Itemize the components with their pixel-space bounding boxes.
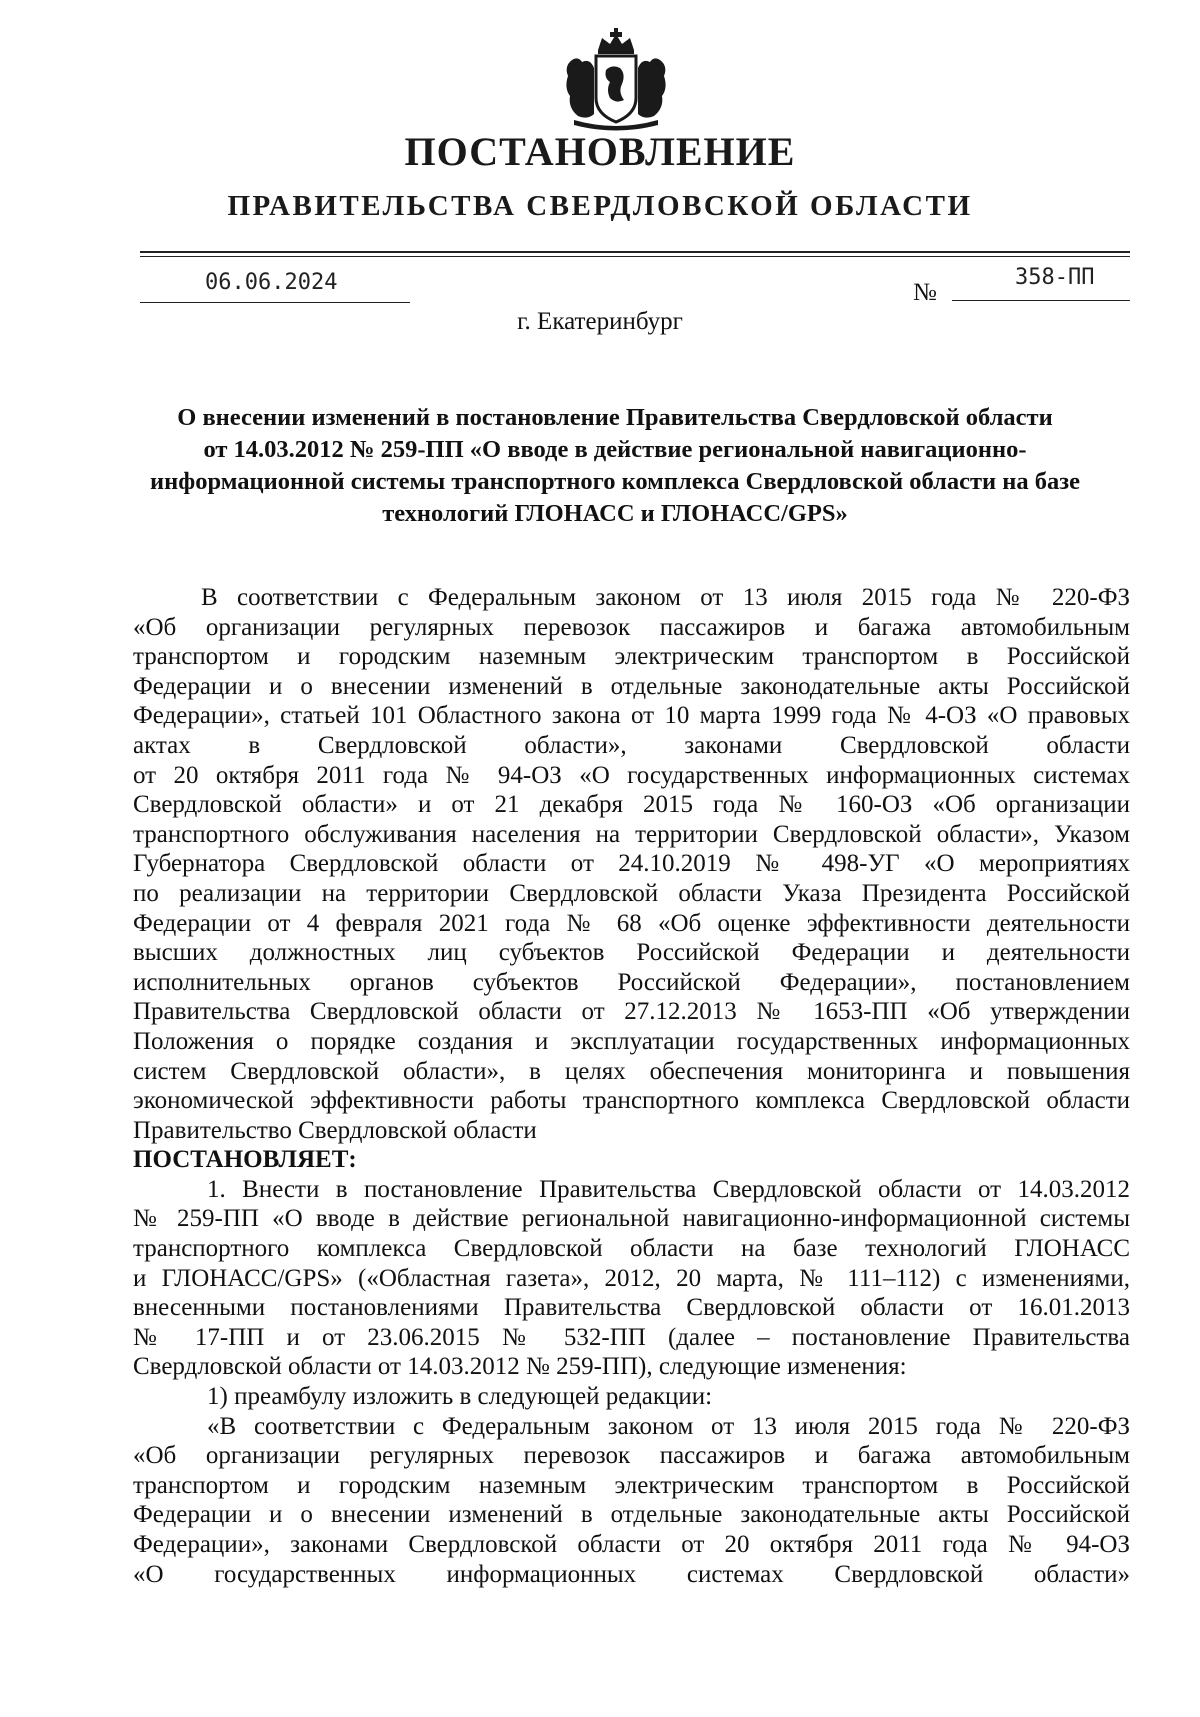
body-line: Правительства Свердловской области от 27.12.2013 № 1653-ПП «Об утверждении (133, 998, 1130, 1026)
body-line: экономической эффективности работы транспортного комплекса Свердловской области (133, 1087, 1130, 1115)
body-line: транспортного комплекса Свердловской области на базе технологий ГЛОНАСС (133, 1235, 1130, 1263)
date-underline (140, 302, 410, 303)
body-line: транспортного обслуживания населения на территории Свердловской области», Указом (133, 820, 1130, 848)
body-line: Свердловской области» и от 21 декабря 2015 года № 160-ОЗ «Об организации (133, 791, 1130, 819)
document-date: 06.06.2024 (205, 270, 338, 295)
document-title: ПОСТАНОВЛЕНИЕ (404, 129, 796, 174)
heading-line: от 14.03.2012 № 259-ПП «О вводе в действие региональной навигационно- (203, 436, 1027, 463)
quote-line: Федерации», законами Свердловской области от 20 октября 2011 года № 94-ОЗ (133, 1531, 1130, 1558)
body-line: Федерации и о внесении изменений в отдельные законодательные акты Российской (133, 672, 1130, 700)
quote-line: «Об организации регулярных перевозок пассажиров и багажа автомобильным (133, 1442, 1130, 1470)
coat-of-arms-emblem (560, 28, 672, 132)
body-line: систем Свердловской области», в целях обеспечения мониторинга и повышения (133, 1057, 1130, 1085)
subitem-line: 1) преамбулу изложить в следующей редакции: (207, 1383, 713, 1411)
header-rule-thin (140, 256, 1130, 257)
body-line: транспортом и городским наземным электрическим транспортом в Российской (133, 643, 1130, 671)
heading-line: информационной системы транспортного комплекса Свердловской области на базе (150, 468, 1080, 495)
header-rule-thick (140, 251, 1130, 253)
body-line: 1. Внести в постановление Правительства Свердловской области от 14.03.2012 (207, 1175, 1130, 1203)
quote-line: «В соответствии с Федеральным законом от 13 июля 2015 года № 220-ФЗ (207, 1412, 1130, 1440)
body-line: Правительство Свердловской области (133, 1116, 537, 1144)
body-line: исполнительных органов субъектов Российской Федерации», постановлением (133, 968, 1130, 996)
body-line: «Об организации регулярных перевозок пассажиров и багажа автомобильным (133, 613, 1130, 641)
body-line: № 17-ПП и от 23.06.2015 № 532-ПП (далее – постановление Правительства (133, 1323, 1130, 1351)
document-heading (120, 402, 1110, 530)
body-line: по реализации на территории Свердловской области Указа Президента Российской (133, 879, 1130, 907)
quote-line: «О государственных информационных системах Свердловской области» (133, 1560, 1130, 1588)
quote-line: Федерации и о внесении изменений в отдельные законодательные акты Российской (133, 1501, 1130, 1529)
body-line: актах в Свердловской области», законами Свердловской области (133, 731, 1130, 759)
body-line: Свердловской области от 14.03.2012 № 259-ПП), следующие изменения: (133, 1353, 907, 1381)
body-line: Положения о порядке создания и эксплуатации государственных информационных (133, 1027, 1130, 1055)
body-line: внесенными постановлениями Правительства Свердловской области от 16.01.2013 (133, 1294, 1130, 1322)
body-line: В соответствии с Федеральным законом от 13 июля 2015 года № 220-ФЗ (201, 584, 1130, 611)
document-city: г. Екатеринбург (517, 308, 683, 335)
body-line: Губернатора Свердловской области от 24.10.2019 № 498-УГ «О мероприятиях (133, 850, 1130, 878)
document-number: 358-ПП (1015, 265, 1095, 290)
number-underline (952, 300, 1130, 301)
body-line: и ГЛОНАСС/GPS» («Областная газета», 2012, 20 марта, № 111–112) с изменениями, (133, 1264, 1130, 1292)
body-line: Федерации от 4 февраля 2021 года № 68 «Об оценке эффективности деятельности (133, 909, 1130, 937)
heading-line: технологий ГЛОНАСС и ГЛОНАСС/GPS» (382, 500, 848, 527)
body-line: № 259-ПП «О вводе в действие региональной навигационно-информационной системы (133, 1205, 1130, 1233)
quote-line: транспортом и городским наземным электрическим транспортом в Российской (133, 1471, 1130, 1499)
heading-line: О внесении изменений в постановление Правительства Свердловской области (177, 404, 1053, 431)
number-sign: № (913, 279, 937, 306)
document-subtitle: ПРАВИТЕЛЬСТВА СВЕРДЛОВСКОЙ ОБЛАСТИ (227, 190, 973, 222)
body-line: высших должностных лиц субъектов Российской Федерации и деятельности (133, 939, 1130, 967)
body-line: Федерации», статьей 101 Областного закона от 10 марта 1999 года № 4-ОЗ «О правовых (133, 702, 1130, 730)
resolves-label: ПОСТАНОВЛЯЕТ: (133, 1146, 357, 1174)
document-body (133, 583, 1130, 1589)
body-line: от 20 октября 2011 года № 94-ОЗ «О государственных информационных системах (133, 761, 1130, 789)
